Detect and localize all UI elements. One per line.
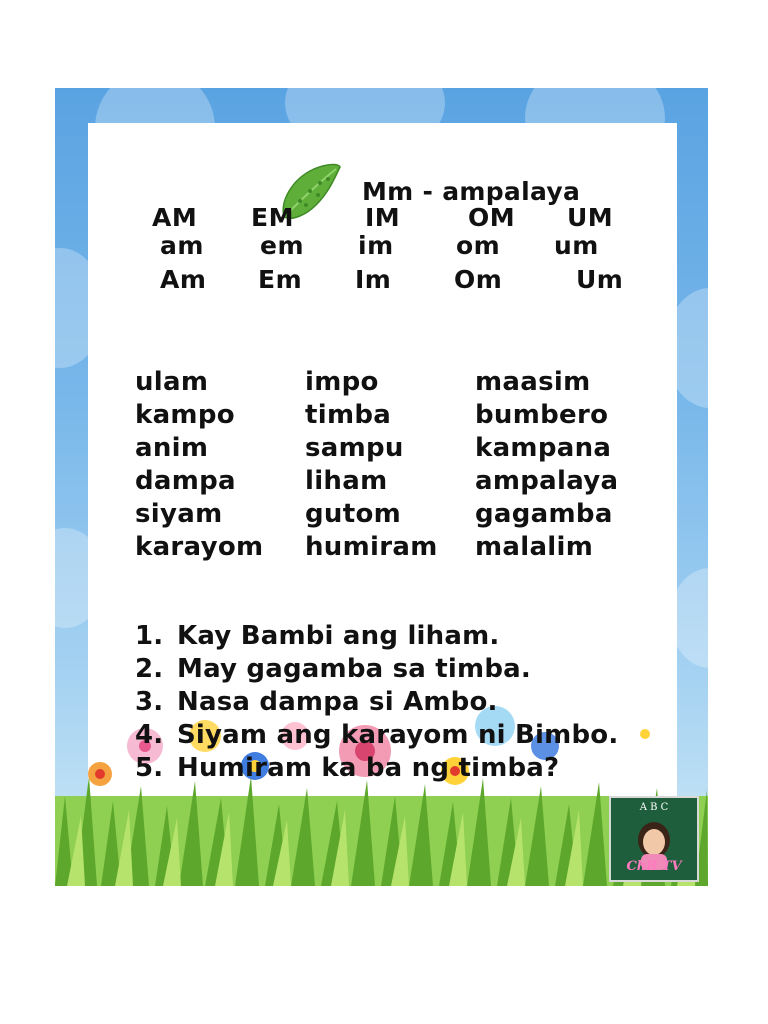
word: sampu — [305, 433, 404, 463]
word: impo — [305, 367, 379, 397]
sentence: 4. Siyam ang karayom ni Bimbo. — [135, 720, 619, 750]
syllable: AM — [152, 203, 198, 232]
syllable: em — [260, 231, 305, 260]
syllable: Em — [258, 265, 303, 294]
word: kampana — [475, 433, 612, 463]
syllable: IM — [365, 203, 401, 232]
syllable: EM — [251, 203, 294, 232]
syllable: OM — [468, 203, 516, 232]
syllable: um — [554, 231, 599, 260]
sentence-list — [135, 620, 618, 785]
syllable: Um — [576, 265, 624, 294]
word: dampa — [135, 466, 236, 496]
syllable: Om — [454, 265, 503, 294]
sentence: 3. Nasa dampa si Ambo. — [135, 687, 498, 717]
syllable-row-capital — [88, 265, 677, 299]
word: maasim — [475, 367, 591, 397]
channel-logo — [609, 796, 699, 882]
syllable: am — [160, 231, 204, 260]
syllable: Im — [355, 265, 392, 294]
syllable: UM — [567, 203, 614, 232]
word: malalim — [475, 532, 594, 562]
word: liham — [305, 466, 388, 496]
worksheet-card — [55, 88, 708, 886]
sentence: 2. May gagamba sa timba. — [135, 654, 531, 684]
syllable: im — [358, 231, 394, 260]
word: gagamba — [475, 499, 613, 529]
page-title: Mm - ampalaya — [362, 176, 581, 206]
word: bumbero — [475, 400, 609, 430]
word: kampo — [135, 400, 235, 430]
word-column — [475, 366, 618, 564]
sentence: 1. Kay Bambi ang liham. — [135, 621, 500, 651]
syllable: om — [456, 231, 501, 260]
word: humiram — [305, 532, 438, 562]
word: anim — [135, 433, 209, 463]
logo-abc-text: A B C — [639, 802, 669, 813]
word: gutom — [305, 499, 402, 529]
word-column — [305, 366, 438, 564]
word: ulam — [135, 367, 209, 397]
syllable: Am — [160, 265, 207, 294]
word-column — [135, 366, 263, 564]
word: siyam — [135, 499, 223, 529]
logo-brand-text: ChB TV — [626, 859, 682, 874]
word: karayom — [135, 532, 264, 562]
word: ampalaya — [475, 466, 619, 496]
sentence: 5. Humiram ka ba ng timba? — [135, 753, 560, 783]
word: timba — [305, 400, 392, 430]
syllable-row-lower — [88, 231, 677, 265]
